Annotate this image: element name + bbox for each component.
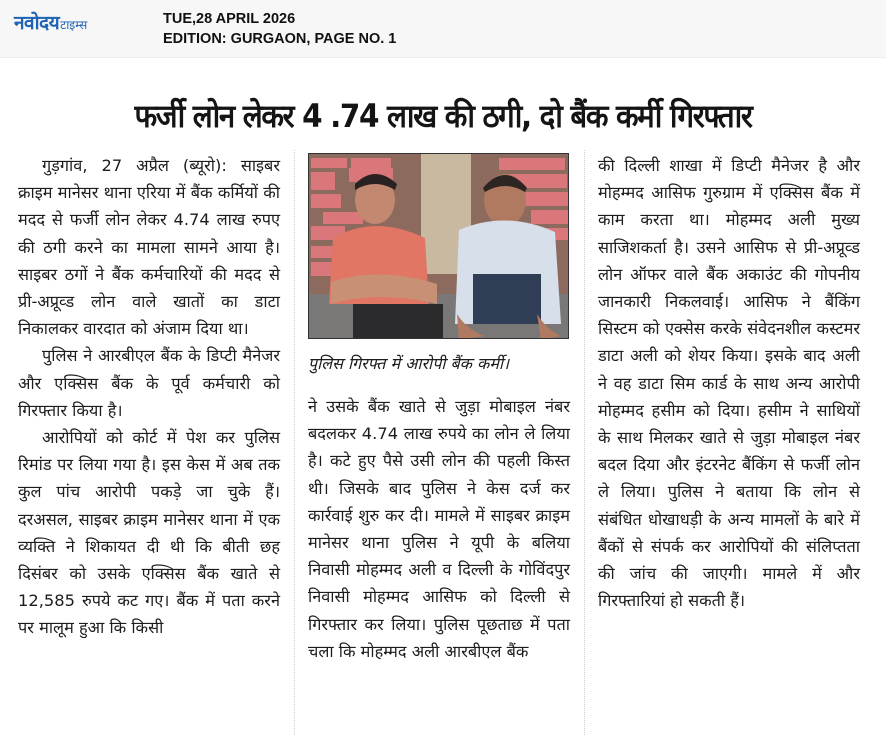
photo-caption: पुलिस गिरफ्त में आरोपी बैंक कर्मी। [308,354,510,373]
paragraph: ने उसके बैंक खाते से जुड़ा मोबाइल नंबर बदलकर 4.74 लाख रुपये का लोन ले लिया है। कटे हुए पैसे उसी लोन की पहली किस्त थी। जिसके बाद पुलिस ने केस दर्ज कर कार्रवाई शुरु कर दी। मामले में साइबर क्राइम मानेसर थाना पुलिस ने यूपी के बलिया निवासी मोहम्मद अली व दिल्ली के गोविंदपुर निवासी मोहम्मद आसिफ को दिल्ली से गिरफ्तार कर लिया। पुलिस पूछताछ में पता चला कि मोहम्मद अली आरबीएल बैंक [308,397,570,661]
paragraph: आरोपियों को कोर्ट में पेश कर पुलिस रिमांड पर लिया गया है। इस केस में अब तक कुल पांच आरोपी पकड़े जा चुके हैं। दरअसल, साइबर क्राइम मानेसर थाना में एक व्यक्ति ने शिकायत दी थी कि बीती छह दिसंबर को उसके एक्सिस बैंक खाते से 12,585 रुपये कट गए। बैंक में पता करने पर मालूम हुआ कि किसी [18,428,280,638]
paragraph: गुड़गांव, 27 अप्रैल (ब्यूरो): साइबर क्राइम मानेसर थाना एरिया में बैंक कर्मियों की मदद से फर्जी लोन लेकर 4.74 लाख रुपए की ठगी करने का मामला सामने आया है। साइबर ठगों ने बैंक कर्मचारियों की मदद से प्री-अप्रूव्ड लोन वाले खातों का डाटा निकालकर वारदात को अंजाम दिया था। [18,156,280,339]
article-column-2 [308,393,570,665]
logo-sub-text: टाइम्स [60,18,88,32]
newspaper-logo[interactable] [14,9,87,35]
paragraph: की दिल्ली शाखा में डिप्टी मैनेजर है और मोहम्मद आसिफ गुरुग्राम में एक्सिस बैंक में काम करता था। मोहम्मद अली मुख्य साजिशकर्ता है। उसने आसिफ से प्री-अप्रूव्ड लोन ऑफर वाले बैंक अकाउंट की गोपनीय जानकारी निकलवाई। आसिफ ने बैंकिंग सिस्टम को एक्सेस करके संवेदनशील कस्टमर डाटा अली को शेयर किया। इसके बाद अली ने वह डाटा सिम कार्ड के साथ अन्य आरोपी मोहम्मद हसीम को दिया। हसीम ने साथियों के साथ मिलकर खाते से जुड़ा मोबाइल नंबर बदल दिया और इंटरनेट बैंकिंग से फर्जी लोन ले लिया। पुलिस ने बताया कि लोन से संबंधित धोखाधड़ी के अन्य मामलों के बारे में बैंकों से संपर्क कर आरोपियों की संलिप्तता की जांच की जाएगी। मामले में और गिरफ्तारियां हो सकती हैं। [598,156,860,611]
paragraph: पुलिस ने आरबीएल बैंक के डिप्टी मैनेजर और एक्सिस बैंक के पूर्व कर्मचारी को गिरफ्तार किया है। [18,346,280,420]
column-divider [584,150,585,735]
publication-date: TUE,28 APRIL 2026 [163,11,296,27]
photo-illustration [309,154,569,339]
column-divider [294,150,295,735]
edition-page: EDITION: GURGAON, PAGE NO. 1 [163,31,397,47]
article-photo [308,153,569,339]
logo-main-text: नवोदय [14,12,60,34]
article-column-1 [18,152,280,642]
newspaper-header-bar [0,0,886,58]
edition-info [163,9,396,49]
article-headline: फर्जी लोन लेकर 4 .74 लाख की ठगी, दो बैंक कर्मी गिरफ्तार [134,97,752,135]
article-column-3 [598,152,860,614]
